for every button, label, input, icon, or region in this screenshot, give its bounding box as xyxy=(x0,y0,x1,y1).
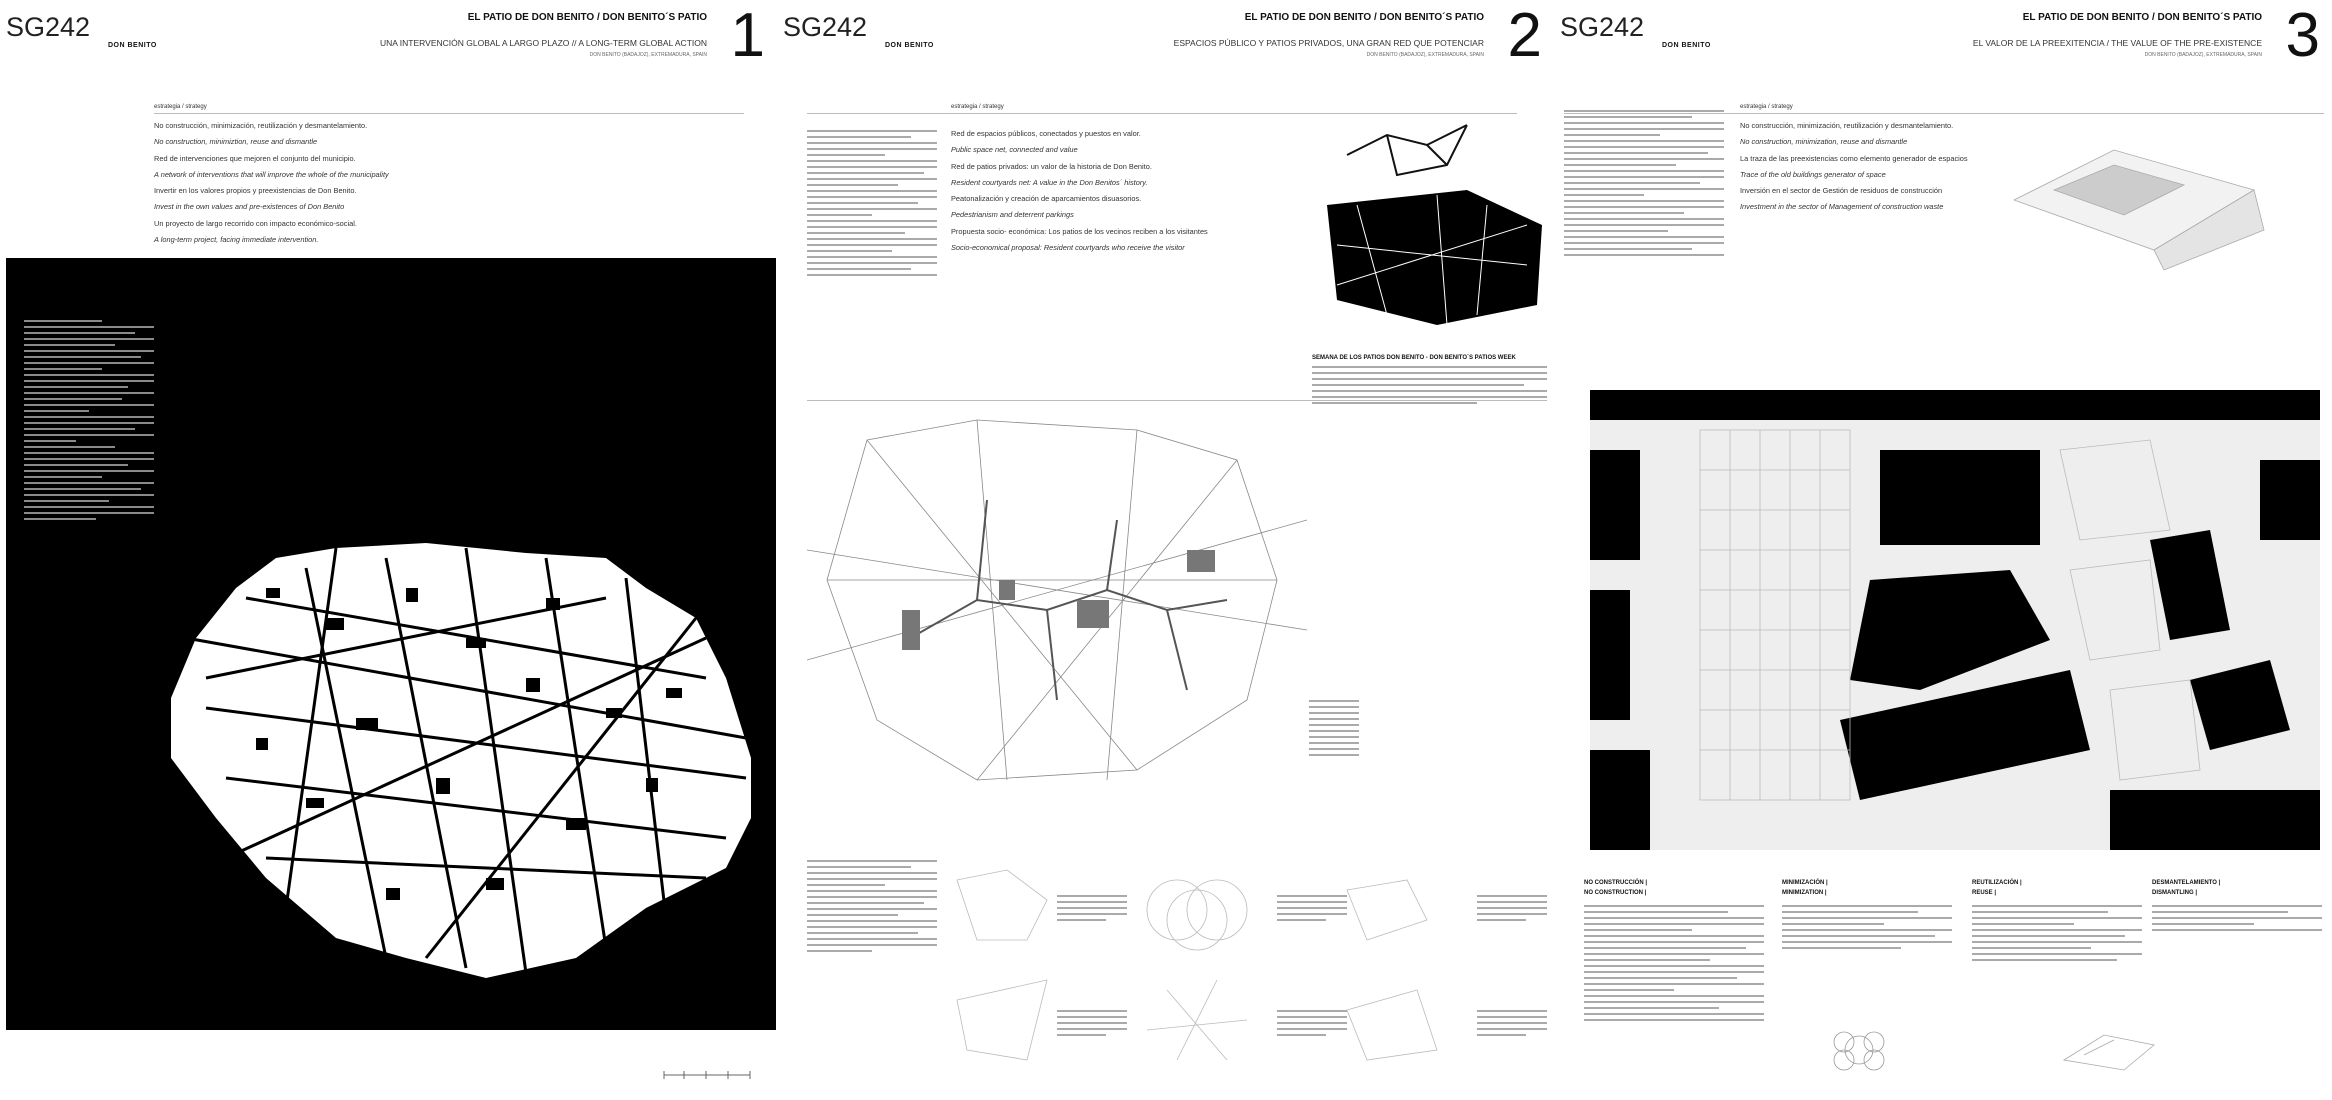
text-column xyxy=(1564,110,1724,260)
map-legend xyxy=(1309,700,1359,760)
column-title-reuse: REUTILIZACIÓN | xyxy=(1972,880,2022,886)
column-text xyxy=(2152,905,2322,935)
diagram-caption xyxy=(1057,1010,1127,1040)
board-location-line: DON BENITO (BADAJOZ), EXTREMADURA, SPAIN xyxy=(589,52,707,58)
strategy-item: Public space net, connected and value xyxy=(951,145,1078,155)
strategy-item: No construction, minimiztion, reuse and dismantle xyxy=(154,137,318,147)
strategy-item: Propuesta socio- económica: Los patios de los vecinos reciben a los visitantes xyxy=(951,226,1208,236)
public-space-network-map xyxy=(807,400,1307,840)
strategy-label: estrategia / strategy xyxy=(1740,104,1793,110)
diagram-caption xyxy=(1057,895,1127,925)
board-subtitle: ESPACIOS PÚBLICO Y PATIOS PRIVADOS, UNA GRAN RED QUE POTENCIAR xyxy=(1173,38,1484,48)
strategy-label: estrategia / strategy xyxy=(951,104,1004,110)
column-title-dismantling-en: DISMANTLING | xyxy=(2152,890,2198,896)
reuse-diagram xyxy=(2054,1020,2174,1080)
map-heading-text xyxy=(1312,366,1547,408)
board-code: SG242 xyxy=(1560,12,1645,42)
strategy-item: Investment in the sector of Management of construction waste xyxy=(1740,202,1944,212)
divider xyxy=(154,113,744,114)
strategy-item: No construcción, minimización, reutilización y desmantelamiento. xyxy=(154,121,368,130)
diagram-grid xyxy=(947,860,1547,1100)
board-location: DON BENITO xyxy=(1662,42,1711,49)
diagram-caption xyxy=(1477,1010,1547,1040)
board-2 xyxy=(777,0,1554,1100)
strategy-list xyxy=(154,118,389,248)
board-number: 2 xyxy=(1507,1,1542,70)
strategy-list xyxy=(951,126,1208,256)
board-subtitle: EL VALOR DE LA PREEXITENCIA / THE VALUE OF THE PRE-EXISTENCE xyxy=(1972,38,2262,48)
town-figure-ground-map xyxy=(6,258,776,1030)
site-plan xyxy=(1590,390,2320,850)
strategy-item: Pedestrianism and deterrent parkings xyxy=(951,210,1074,220)
strategy-item: Invertir en los valores propios y preexistencias de Don Benito. xyxy=(154,186,357,196)
bottom-text-column xyxy=(807,860,937,956)
strategy-item: No construction, minimization, reuse and dismantle xyxy=(1740,137,1908,147)
board-title: EL PATIO DE DON BENITO / DON BENITO´S PATIO xyxy=(2022,12,2262,23)
column-text xyxy=(1584,905,1764,1025)
column-title-dismantling: DESMANTELAMIENTO | xyxy=(2152,880,2221,886)
strategy-item: Peatonalización y creación de aparcamientos disuasorios. xyxy=(951,194,1142,204)
column-title-minimization: MINIMIZACIÓN | xyxy=(1782,880,1828,886)
strategy-list xyxy=(1740,118,1968,216)
map-heading: SEMANA DE LOS PATIOS DON BENITO - DON BENITO´S PATIOS WEEK xyxy=(1312,355,1516,361)
town-network-map xyxy=(1317,185,1547,330)
column-text xyxy=(1972,905,2142,965)
board-number: 3 xyxy=(2285,1,2320,70)
board-3 xyxy=(1554,0,2332,1100)
diagram-caption xyxy=(1277,895,1347,925)
board-location-line: DON BENITO (BADAJOZ), EXTREMADURA, SPAIN xyxy=(1366,52,1484,58)
strategy-item: A long-term project, facing immediate intervention. xyxy=(154,235,319,245)
strategy-item: Inversión en el sector de Gestión de residuos de construcción xyxy=(1740,186,1943,196)
text-column xyxy=(807,130,937,280)
board-code: SG242 xyxy=(6,12,91,42)
strategy-item: Invest in the own values and pre-existences of Don Benito xyxy=(154,202,345,212)
board-location-line: DON BENITO (BADAJOZ), EXTREMADURA, SPAIN xyxy=(2144,52,2262,58)
diagram-caption xyxy=(1277,1010,1347,1040)
network-diagram xyxy=(1337,115,1497,185)
strategy-item: Trace of the old buildings generator of space xyxy=(1740,169,1886,179)
column-title-reuse-en: REUSE | xyxy=(1972,890,1997,896)
strategy-item: Red de espacios públicos, conectados y puestos en valor. xyxy=(951,129,1141,138)
site-plan-drawing xyxy=(1590,390,2320,850)
divider xyxy=(807,113,1517,114)
strategy-item: Resident courtyards net: A value in the Don Benitos´ history. xyxy=(951,177,1148,187)
diagram-caption xyxy=(1477,895,1547,925)
strategy-item: Un proyecto de largo recorrido con impacto económico-social. xyxy=(154,218,357,228)
strategy-item: La traza de las preexistencias como elemento generador de espacios xyxy=(1740,153,1968,163)
strategy-item: Red de intervenciones que mejoren el conjunto del municipio. xyxy=(154,153,356,163)
board-subtitle: UNA INTERVENCIÓN GLOBAL A LARGO PLAZO // A LONG-TERM GLOBAL ACTION xyxy=(379,38,707,48)
column-text xyxy=(1782,905,1952,953)
column-title-no-construction: NO CONSTRUCCIÓN | xyxy=(1584,880,1648,886)
strategy-label: estrategia / strategy xyxy=(154,104,207,110)
minimization-diagram xyxy=(1814,1020,1904,1080)
board-location: DON BENITO xyxy=(108,42,157,49)
board-number: 1 xyxy=(730,1,765,70)
scale-bar xyxy=(662,1065,752,1081)
board-1 xyxy=(0,0,777,1100)
board-title: EL PATIO DE DON BENITO / DON BENITO´S PATIO xyxy=(1244,12,1484,23)
town-map-panel xyxy=(6,258,776,1030)
strategy-item: No construcción, minimización, reutilización y desmantelamiento. xyxy=(1740,121,1954,130)
column-title-no-construction-en: NO CONSTRUCTION | xyxy=(1584,890,1647,896)
board-title: EL PATIO DE DON BENITO / DON BENITO´S PATIO xyxy=(467,12,707,23)
board-code: SG242 xyxy=(783,12,868,42)
board-location: DON BENITO xyxy=(885,42,934,49)
column-title-minimization-en: MINIMIZATION | xyxy=(1782,890,1827,896)
strategy-item: Red de patios privados: un valor de la historia de Don Benito. xyxy=(951,161,1152,171)
axonometric-view xyxy=(1994,120,2294,280)
strategy-item: A network of interventions that will improve the whole of the municipality xyxy=(154,169,389,179)
strategy-item: Socio-economical proposal: Resident courtyards who receive the visitor xyxy=(951,243,1185,253)
